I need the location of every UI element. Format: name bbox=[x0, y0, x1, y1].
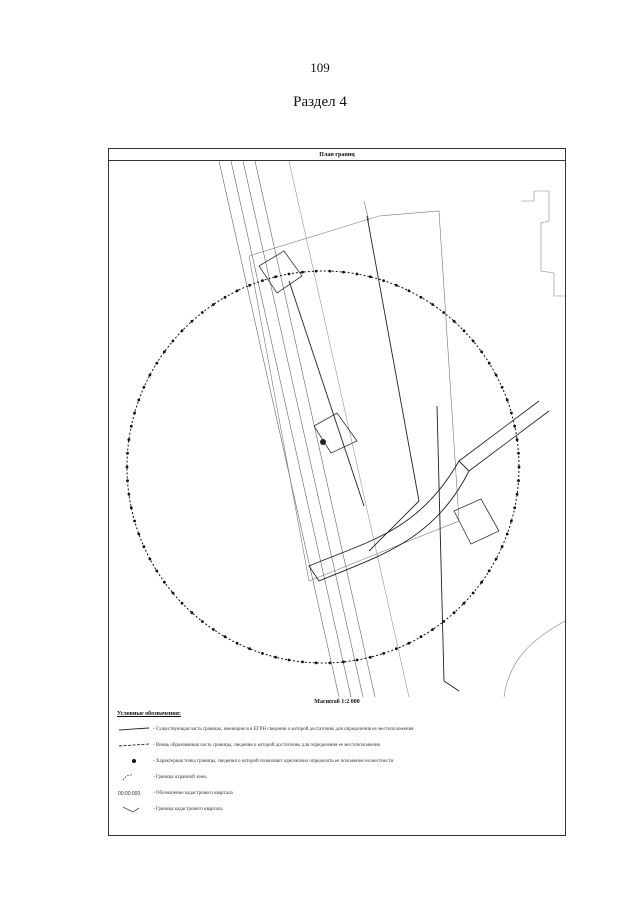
characteristic-point bbox=[513, 506, 516, 509]
characteristic-point bbox=[513, 425, 516, 428]
characteristic-point bbox=[224, 635, 227, 638]
characteristic-point bbox=[126, 452, 129, 455]
characteristic-point bbox=[143, 545, 146, 548]
characteristic-point bbox=[516, 438, 519, 441]
characteristic-point bbox=[431, 303, 434, 306]
characteristic-point bbox=[495, 558, 498, 561]
characteristic-point bbox=[236, 642, 239, 645]
characteristic-point bbox=[155, 570, 158, 573]
characteristic-point bbox=[382, 652, 385, 655]
characteristic-point bbox=[369, 275, 372, 278]
characteristic-point bbox=[288, 273, 291, 276]
characteristic-point bbox=[261, 652, 264, 655]
characteristic-point bbox=[342, 271, 345, 274]
legend-item bbox=[117, 771, 207, 783]
characteristic-point bbox=[137, 533, 140, 536]
characteristic-point bbox=[369, 656, 372, 659]
legend-item bbox=[117, 755, 393, 767]
characteristic-point bbox=[181, 602, 184, 605]
characteristic-point bbox=[472, 340, 475, 343]
characteristic-point bbox=[172, 340, 175, 343]
quarter-boundary-icon bbox=[117, 804, 151, 814]
characteristic-point bbox=[130, 506, 133, 509]
characteristic-point bbox=[453, 320, 456, 323]
characteristic-point bbox=[212, 303, 215, 306]
cadastral-label-icon bbox=[117, 788, 151, 798]
characteristic-point bbox=[137, 399, 140, 402]
characteristic-point bbox=[201, 311, 204, 314]
characteristic-point bbox=[480, 350, 483, 353]
characteristic-point bbox=[488, 362, 491, 365]
characteristic-point bbox=[501, 545, 504, 548]
access-road bbox=[309, 401, 549, 691]
characteristic-point bbox=[356, 659, 359, 662]
characteristic-point bbox=[518, 466, 521, 469]
road-strip bbox=[219, 161, 409, 697]
characteristic-point bbox=[420, 296, 423, 299]
boundary-circle bbox=[127, 271, 519, 663]
characteristic-point bbox=[506, 399, 509, 402]
characteristic-point bbox=[510, 520, 513, 523]
characteristic-point bbox=[453, 611, 456, 614]
characteristic-point bbox=[224, 296, 227, 299]
legend-item bbox=[117, 739, 380, 751]
center-point-icon bbox=[320, 439, 326, 445]
point-marker-icon bbox=[117, 756, 151, 766]
legend-item bbox=[117, 723, 414, 735]
characteristic-point bbox=[133, 412, 136, 415]
adjacent-contours bbox=[504, 191, 565, 697]
characteristic-point bbox=[328, 662, 331, 665]
section-title: Раздел 4 bbox=[293, 94, 347, 110]
plan-title: План границ bbox=[109, 149, 565, 161]
characteristic-point bbox=[261, 279, 264, 282]
legend-text: - Граница кадастрового квартала bbox=[153, 806, 223, 812]
characteristic-point bbox=[130, 425, 133, 428]
boundary-plan-drawing bbox=[109, 161, 565, 697]
plan-frame bbox=[108, 148, 566, 836]
characteristic-point bbox=[395, 284, 398, 287]
legend-text: - Обозначение кадастрового квартала bbox=[153, 790, 233, 796]
characteristic-point bbox=[480, 581, 483, 584]
legend-item bbox=[117, 803, 223, 815]
characteristic-point bbox=[501, 386, 504, 389]
characteristic-point bbox=[126, 479, 129, 482]
characteristic-point bbox=[149, 558, 152, 561]
characteristic-point bbox=[301, 271, 304, 274]
page-number: 109 bbox=[310, 60, 330, 75]
characteristic-point bbox=[163, 350, 166, 353]
zone-boundary-icon bbox=[117, 772, 151, 782]
boundary-lines bbox=[289, 216, 419, 551]
characteristic-point bbox=[442, 311, 445, 314]
characteristic-point bbox=[236, 289, 239, 292]
characteristic-point bbox=[191, 611, 194, 614]
characteristic-point bbox=[506, 533, 509, 536]
characteristic-point bbox=[181, 329, 184, 332]
characteristic-point bbox=[163, 581, 166, 584]
legend-text: - Существующая часть границы, имеющиеся в ЕГРН сведения о которой достаточны для определения ее местоположения bbox=[153, 726, 414, 732]
characteristic-point bbox=[274, 656, 277, 659]
characteristic-points bbox=[126, 270, 521, 665]
characteristic-point bbox=[516, 493, 519, 496]
characteristic-point bbox=[517, 452, 520, 455]
characteristic-point bbox=[472, 592, 475, 595]
characteristic-point bbox=[328, 270, 331, 273]
svg-text:00:00:000: 00:00:000 bbox=[118, 791, 141, 797]
characteristic-point bbox=[408, 642, 411, 645]
characteristic-point bbox=[420, 635, 423, 638]
characteristic-point bbox=[126, 466, 129, 469]
characteristic-point bbox=[172, 592, 175, 595]
characteristic-point bbox=[342, 661, 345, 664]
characteristic-point bbox=[517, 479, 520, 482]
characteristic-point bbox=[510, 412, 513, 415]
characteristic-point bbox=[191, 320, 194, 323]
characteristic-point bbox=[463, 602, 466, 605]
characteristic-point bbox=[212, 628, 215, 631]
legend-text: - Граница охранной зоны bbox=[153, 774, 207, 780]
characteristic-point bbox=[495, 374, 498, 377]
characteristic-point bbox=[315, 662, 318, 665]
characteristic-point bbox=[315, 270, 318, 273]
legend-text: - Характерная точка границы, сведения о которой позволяют однозначно определить ее положение на местности bbox=[153, 758, 394, 764]
characteristic-point bbox=[288, 659, 291, 662]
plan-scale: Масштаб 1:2 000 bbox=[314, 699, 360, 705]
characteristic-point bbox=[382, 279, 385, 282]
legend-text: - Вновь образованная часть границы, сведения о которой достаточны для определения ее местоположения bbox=[153, 742, 380, 748]
characteristic-point bbox=[301, 661, 304, 664]
characteristic-point bbox=[356, 273, 359, 276]
characteristic-point bbox=[128, 438, 131, 441]
characteristic-point bbox=[248, 647, 251, 650]
characteristic-point bbox=[149, 374, 152, 377]
characteristic-point bbox=[408, 289, 411, 292]
parcel-boundary bbox=[249, 201, 459, 581]
characteristic-point bbox=[463, 329, 466, 332]
characteristic-point bbox=[155, 362, 158, 365]
characteristic-point bbox=[488, 570, 491, 573]
characteristic-point bbox=[431, 628, 434, 631]
characteristic-point bbox=[143, 386, 146, 389]
dashed-line-icon bbox=[117, 740, 151, 750]
characteristic-point bbox=[201, 620, 204, 623]
legend-title: Условные обозначения: bbox=[117, 711, 181, 717]
characteristic-point bbox=[395, 647, 398, 650]
legend-item bbox=[117, 787, 233, 799]
solid-line-icon bbox=[117, 724, 151, 734]
characteristic-point bbox=[248, 284, 251, 287]
characteristic-point bbox=[274, 275, 277, 278]
characteristic-point bbox=[128, 493, 131, 496]
characteristic-point bbox=[133, 520, 136, 523]
characteristic-point bbox=[442, 620, 445, 623]
